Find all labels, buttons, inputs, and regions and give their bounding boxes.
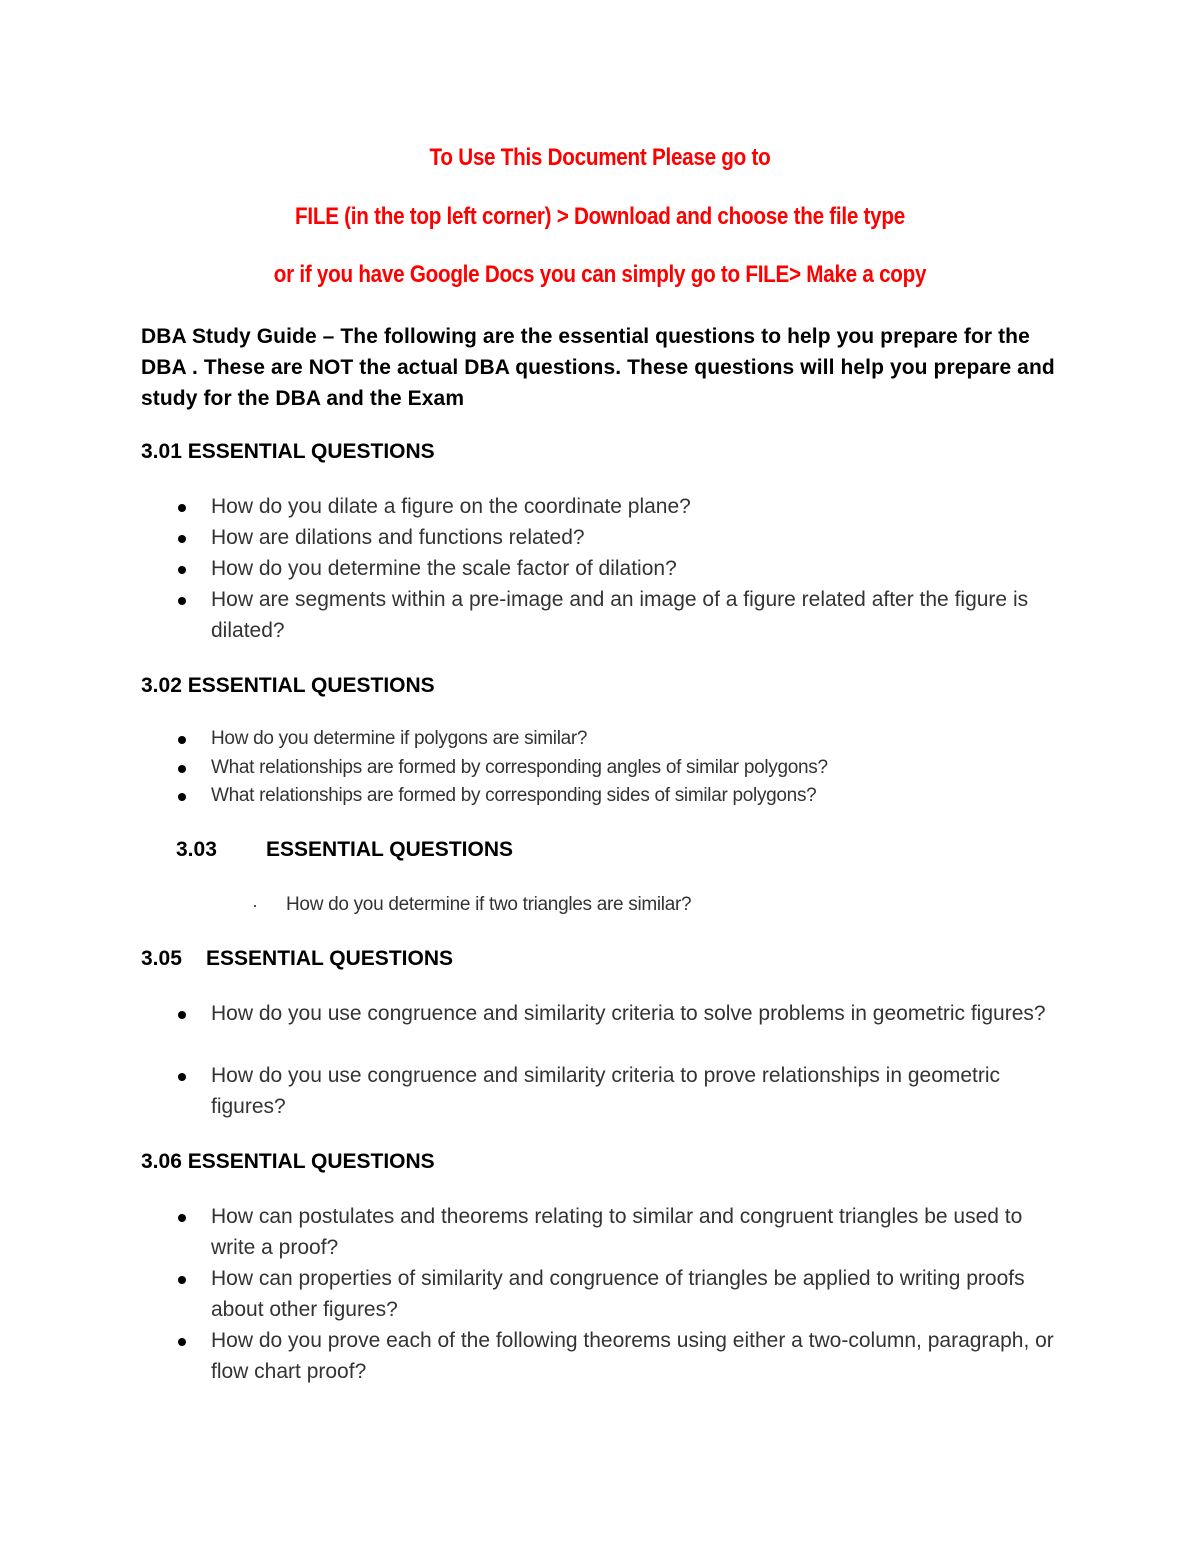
notice-line-2: FILE (in the top left corner) > Download and choose the file type bbox=[295, 203, 905, 230]
question-item: How are segments within a pre-image and an image of a figure related after the figure is dilated? bbox=[211, 588, 1029, 642]
question-item: How do you determine if polygons are similar? bbox=[211, 728, 588, 749]
bullet-icon bbox=[178, 1276, 186, 1284]
section-title-3-03: ESSENTIAL QUESTIONS bbox=[266, 838, 513, 861]
bullet-icon bbox=[178, 535, 186, 543]
bullet-icon bbox=[178, 1338, 186, 1346]
bullet-icon bbox=[178, 597, 186, 605]
bullet-icon bbox=[178, 566, 186, 574]
section-number-3-03: 3.03 bbox=[176, 838, 217, 861]
section-number-3-05: 3.05 bbox=[141, 947, 182, 970]
question-item: How do you use congruence and similarity criteria to prove relationships in geometric figures? bbox=[211, 1064, 1001, 1118]
section-heading-3-02: 3.02 ESSENTIAL QUESTIONS bbox=[141, 674, 435, 697]
notice-line-1: To Use This Document Please go to bbox=[429, 144, 771, 171]
bullet-icon bbox=[254, 905, 256, 907]
bullet-icon bbox=[178, 1073, 186, 1081]
section-heading-3-01: 3.01 ESSENTIAL QUESTIONS bbox=[141, 440, 435, 463]
bullet-icon bbox=[178, 1214, 186, 1222]
bullet-icon bbox=[178, 765, 186, 773]
question-item: How do you dilate a figure on the coordinate plane? bbox=[211, 495, 691, 518]
question-item: How do you prove each of the following theorems using either a two-column, paragraph, or flow chart proof? bbox=[211, 1329, 1054, 1383]
section-title-3-05: ESSENTIAL QUESTIONS bbox=[206, 947, 453, 970]
section-heading-3-06: 3.06 ESSENTIAL QUESTIONS bbox=[141, 1150, 435, 1173]
question-item: How do you determine if two triangles are similar? bbox=[286, 894, 692, 915]
bullet-icon bbox=[178, 736, 186, 744]
bullet-icon bbox=[178, 1011, 186, 1019]
question-item: How do you determine the scale factor of dilation? bbox=[211, 557, 677, 580]
question-item: What relationships are formed by corresponding sides of similar polygons? bbox=[211, 785, 817, 806]
question-item: How can postulates and theorems relating to similar and congruent triangles be used to write a proof? bbox=[211, 1205, 1023, 1259]
question-item: What relationships are formed by corresponding angles of similar polygons? bbox=[211, 757, 828, 778]
intro-paragraph: DBA Study Guide – The following are the essential questions to help you prepare for the DBA . These are NOT the actual DBA questions. These questions will help you prepare and study for the DBA and the Exam bbox=[141, 325, 1055, 410]
bullet-icon bbox=[178, 793, 186, 801]
notice-line-3: or if you have Google Docs you can simply go to FILE> Make a copy bbox=[273, 261, 927, 288]
question-item: How can properties of similarity and congruence of triangles be applied to writing proofs about other figures? bbox=[211, 1267, 1025, 1321]
question-item: How do you use congruence and similarity criteria to solve problems in geometric figures? bbox=[211, 1002, 1046, 1025]
question-item: How are dilations and functions related? bbox=[211, 526, 585, 549]
bullet-icon bbox=[178, 504, 186, 512]
